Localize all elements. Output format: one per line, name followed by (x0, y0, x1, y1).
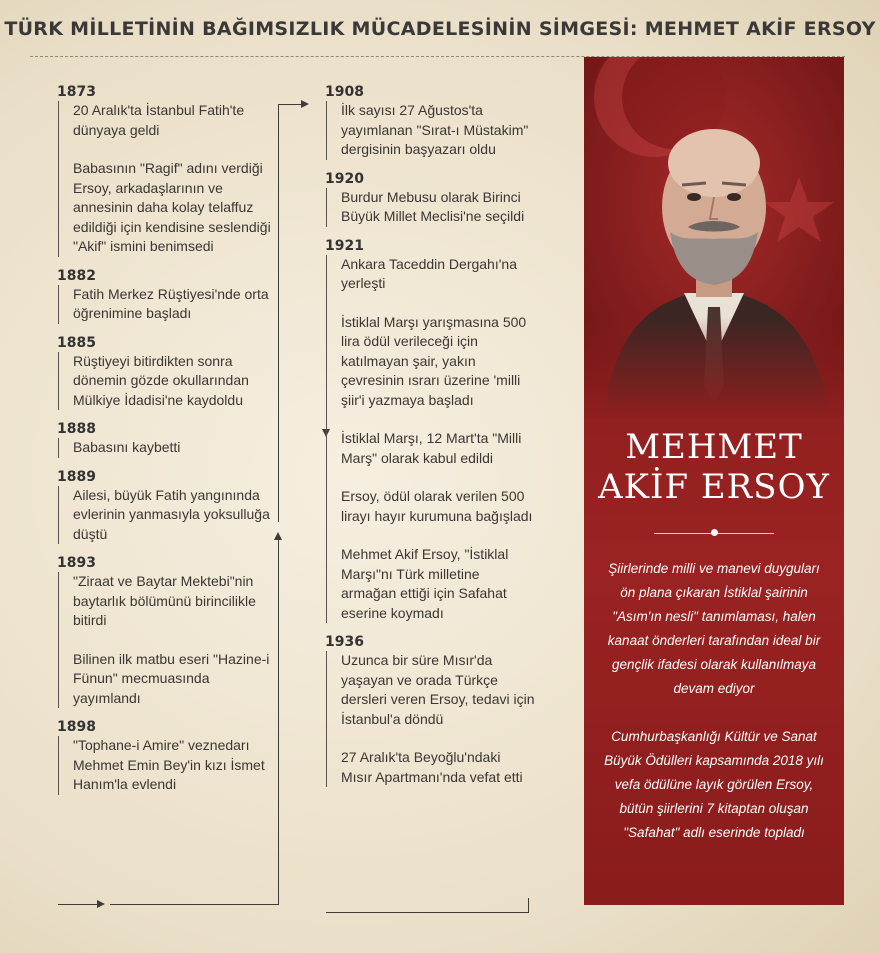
person-name (584, 427, 844, 507)
event-text: 27 Aralık'ta Beyoğlu'ndaki Mısır Apartmanı'nda vefat etti (341, 749, 523, 785)
event-text: Ankara Taceddin Dergahı'na yerleşti (341, 255, 517, 291)
timeline-year: 1882 (57, 267, 96, 284)
timeline-year: 1873 (57, 84, 96, 100)
event-text: Fatih Merkez Rüştiyesi'nde orta öğrenimine başladı (73, 285, 269, 321)
connector-left-bottom (58, 904, 98, 905)
timeline-entry (325, 634, 535, 787)
timeline-event (326, 188, 535, 227)
event-text: Babasının "Ragif" adını verdiği Ersoy, arkadaşlarının ve annesinin daha kolay telaffuz edildiği için kendisine seslendiği "Akif" ismini benimsedi (73, 160, 271, 254)
timeline-year: 1888 (57, 421, 96, 437)
timeline-left (57, 84, 272, 806)
connector-right-end (528, 898, 529, 913)
timeline-entry (57, 555, 272, 708)
event-text: 20 Aralık'ta İstanbul Fatih'te dünyaya geldi (73, 102, 245, 138)
connector-top-run (278, 104, 302, 105)
timeline-event (58, 736, 272, 795)
timeline-event (58, 101, 272, 257)
connector-vertical-up (278, 540, 279, 905)
timeline-year: 1920 (325, 170, 364, 187)
panel-paragraph: Şiirlerinde milli ve manevi duyguları ön plana çıkaran İstiklal şairinin "Asım'ın nesli" tanımlaması, halen kanaat önderleri tarafından ideal bir gençlik ifadesi olarak kullanılmaya devam ediyor (607, 561, 821, 696)
event-text: Bilinen ilk matbu eseri "Hazine-i Fünun" mecmuasında yayımlandı (73, 650, 270, 706)
arrow-right-icon (97, 900, 105, 908)
timeline-entry (57, 84, 272, 257)
timeline-entry (57, 268, 272, 324)
timeline-entry (325, 171, 535, 227)
event-text: İstiklal Marşı, 12 Mart'ta "Milli Marş" olarak kabul edildi (341, 430, 522, 466)
event-text: Mehmet Akif Ersoy, "İstiklal Marşı"nı Türk milletine armağan ettiği için Safahat eserine koymadı (341, 546, 509, 621)
name-line: AKİF ERSOY (598, 467, 830, 507)
event-text: Rüştiyeyi bitirdikten sonra dönemin gözde okullarından Mülkiye İdadisi'ne kaydoldu (73, 352, 249, 408)
timeline-year: 1889 (57, 468, 96, 485)
timeline-event (326, 101, 535, 160)
timeline-year: 1885 (57, 334, 96, 351)
timeline-entry (57, 421, 272, 458)
timeline-event (58, 352, 272, 411)
timeline-year: 1908 (325, 84, 364, 100)
event-text: "Tophane-i Amire" veznedarı Mehmet Emin Bey'in kızı İsmet Hanım'la evlendi (73, 737, 265, 792)
arrow-right-icon (301, 100, 309, 108)
event-text: Uzunca bir süre Mısır'da yaşayan ve orada Türkçe dersleri veren Ersoy, tedavi için İstanbul'a döndü (341, 652, 535, 727)
portrait-image (584, 57, 844, 417)
panel-paragraph: Cumhurbaşkanlığı Kültür ve Sanat Büyük Ödülleri kapsamında 2018 yılı vefa ödülüne layık görülen Ersoy, bütün şiirlerini 7 kitaptan oluşan "Safahat" adlı eserinde topladı (604, 729, 824, 840)
arrow-up-icon (274, 532, 282, 540)
connector-right-bottom (326, 912, 529, 913)
event-text: Ersoy, ödül olarak verilen 500 lirayı hayır kurumuna bağışladı (341, 488, 533, 524)
timeline-entry (57, 335, 272, 411)
event-text: İstiklal Marşı yarışmasına 500 lira ödül verileceği için katılmayan şair, yakın çevresinin ısrarı üzerine 'milli şiir'i yazmaya başladı (341, 313, 527, 408)
timeline-event (58, 438, 272, 458)
portrait-panel (584, 57, 844, 905)
name-line: MEHMET (625, 427, 803, 467)
timeline-entry (325, 238, 535, 624)
timeline-event (326, 255, 535, 624)
timeline-entry (57, 469, 272, 545)
timeline-event (58, 285, 272, 324)
event-text: "Ziraat ve Baytar Mektebi"nin baytarlık bölümünü birincilikle bitirdi (73, 573, 256, 628)
connector-vertical-upper (278, 104, 279, 522)
timeline-year: 1893 (57, 555, 96, 571)
event-text: İlk sayısı 27 Ağustos'ta yayımlanan "Sırat-ı Müstakim" dergisinin başyazarı oldu (341, 102, 529, 157)
timeline-year: 1936 (325, 634, 364, 650)
event-text: Babasını kaybetti (73, 439, 181, 455)
timeline-right (325, 84, 535, 798)
timeline-entry (57, 719, 272, 795)
page-title: TÜRK MİLLETİNİN BAĞIMSIZLIK MÜCADELESİNİN SİMGESİ: MEHMET AKİF ERSOY (4, 18, 876, 40)
timeline-entry (325, 84, 535, 160)
connector-bottom-run (110, 904, 278, 905)
event-text: Burdur Mebusu olarak Birinci Büyük Millet Meclisi'ne seçildi (341, 188, 525, 224)
panel-description (602, 557, 826, 845)
timeline-event (58, 572, 272, 708)
event-text: Ailesi, büyük Fatih yangınında evlerinin yanmasıyla yoksulluğa düştü (73, 486, 270, 542)
timeline-year: 1921 (325, 237, 364, 254)
timeline-year: 1898 (57, 719, 96, 735)
divider-dot-icon (711, 529, 718, 536)
timeline-event (58, 486, 272, 545)
timeline-event (326, 651, 535, 787)
